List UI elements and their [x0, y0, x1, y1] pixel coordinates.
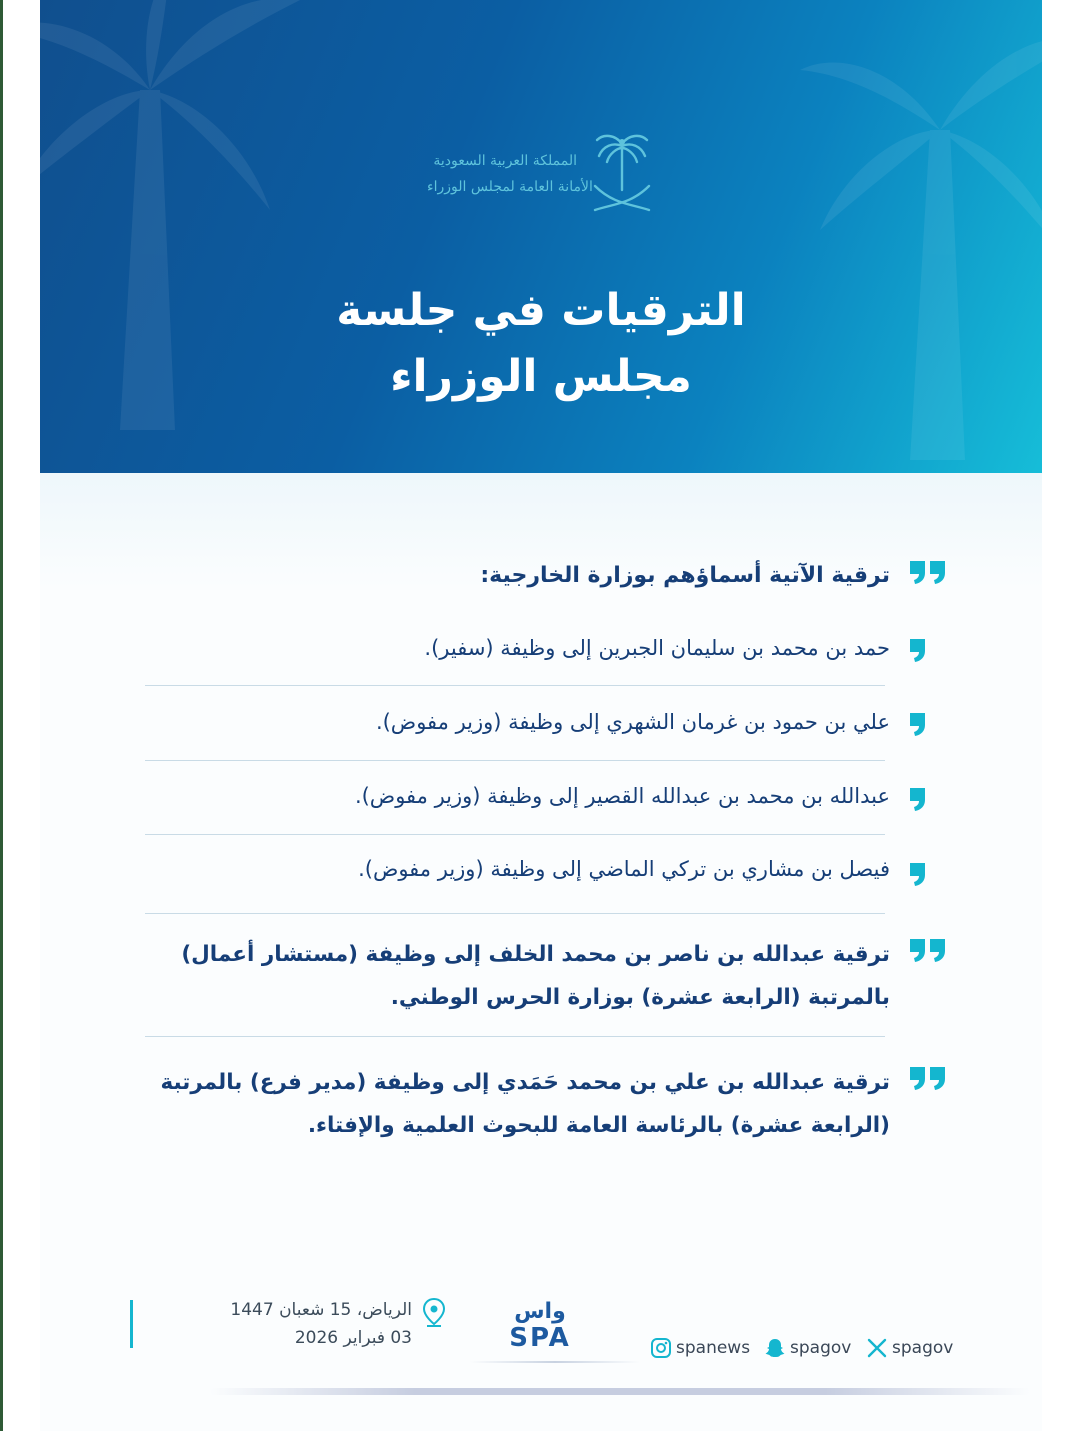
list-item: عبدالله بن محمد بن عبدالله القصير إلى وظيفة (وزير مفوض). [354, 784, 890, 808]
section-research-ifta: ترقية عبدالله بن علي بن محمد حَمَدي إلى وظيفة (مدير فرع) بالمرتبة (الرابعة عشرة) بالرئاسة العامة للبحوث العلمية والإفتاء. [160, 1070, 890, 1138]
divider [145, 913, 885, 914]
x-handle: spagov [892, 1338, 954, 1358]
list-item: علي بن حمود بن غرمان الشهري إلى وظيفة (وزير مفوض). [375, 710, 890, 734]
content-area [40, 473, 1042, 1431]
left-edge-strip [0, 0, 3, 1431]
secretariat-logo [425, 130, 655, 220]
footer-gregorian-date: 03 فبراير 2026 [294, 1328, 412, 1348]
page-title-line2: مجلس الوزراء [390, 351, 692, 402]
announcement-card [40, 0, 1042, 1431]
x-icon [866, 1337, 888, 1359]
palm-swords-emblem-icon [589, 130, 655, 216]
snapchat-link[interactable] [764, 1336, 851, 1360]
double-quote-bullet-icon [908, 1065, 948, 1091]
divider [145, 1036, 885, 1037]
divider [145, 760, 885, 761]
instagram-link[interactable] [650, 1336, 750, 1360]
divider [145, 685, 885, 686]
page-title-line1: الترقيات في جلسة [336, 285, 746, 336]
double-quote-bullet-icon [908, 559, 948, 585]
x-link[interactable] [866, 1336, 953, 1360]
spa-logo [502, 1296, 578, 1350]
logo-line-secretariat: الأمانة العامة لمجلس الوزراء [427, 179, 593, 195]
double-quote-bullet-icon [908, 937, 948, 963]
footer-location-hijri-date: الرياض، 15 شعبان 1447 [230, 1300, 412, 1320]
snapchat-icon [764, 1337, 786, 1359]
footer-accent-bar [130, 1300, 133, 1348]
quote-bullet-icon [908, 861, 928, 887]
location-pin-icon [423, 1298, 445, 1328]
instagram-handle: spanews [676, 1338, 751, 1358]
spa-logo-arabic: واس [514, 1299, 566, 1324]
section-title-foreign: ترقية الآتية أسماؤهم بوزارة الخارجية: [480, 563, 890, 588]
quote-bullet-icon [908, 786, 928, 812]
instagram-icon [650, 1337, 672, 1359]
list-item: فيصل بن مشاري بن تركي الماضي إلى وظيفة (وزير مفوض). [358, 857, 890, 881]
bottom-rule [210, 1388, 1030, 1395]
section-national-guard: ترقية عبدالله بن ناصر بن محمد الخلف إلى وظيفة (مستشار أعمال) بالمرتبة (الرابعة عشرة) بوزارة الحرس الوطني. [181, 942, 890, 1010]
snapchat-handle: spagov [790, 1338, 852, 1358]
spa-underline [470, 1361, 640, 1363]
spa-logo-latin: SPA [509, 1323, 571, 1350]
logo-line-kingdom: المملكة العربية السعودية [433, 153, 577, 169]
list-item: حمد بن محمد بن سليمان الجبرين إلى وظيفة (سفير). [424, 636, 890, 660]
hero-banner [40, 0, 1042, 473]
quote-bullet-icon [908, 711, 928, 737]
quote-bullet-icon [908, 637, 928, 663]
divider [145, 834, 885, 835]
